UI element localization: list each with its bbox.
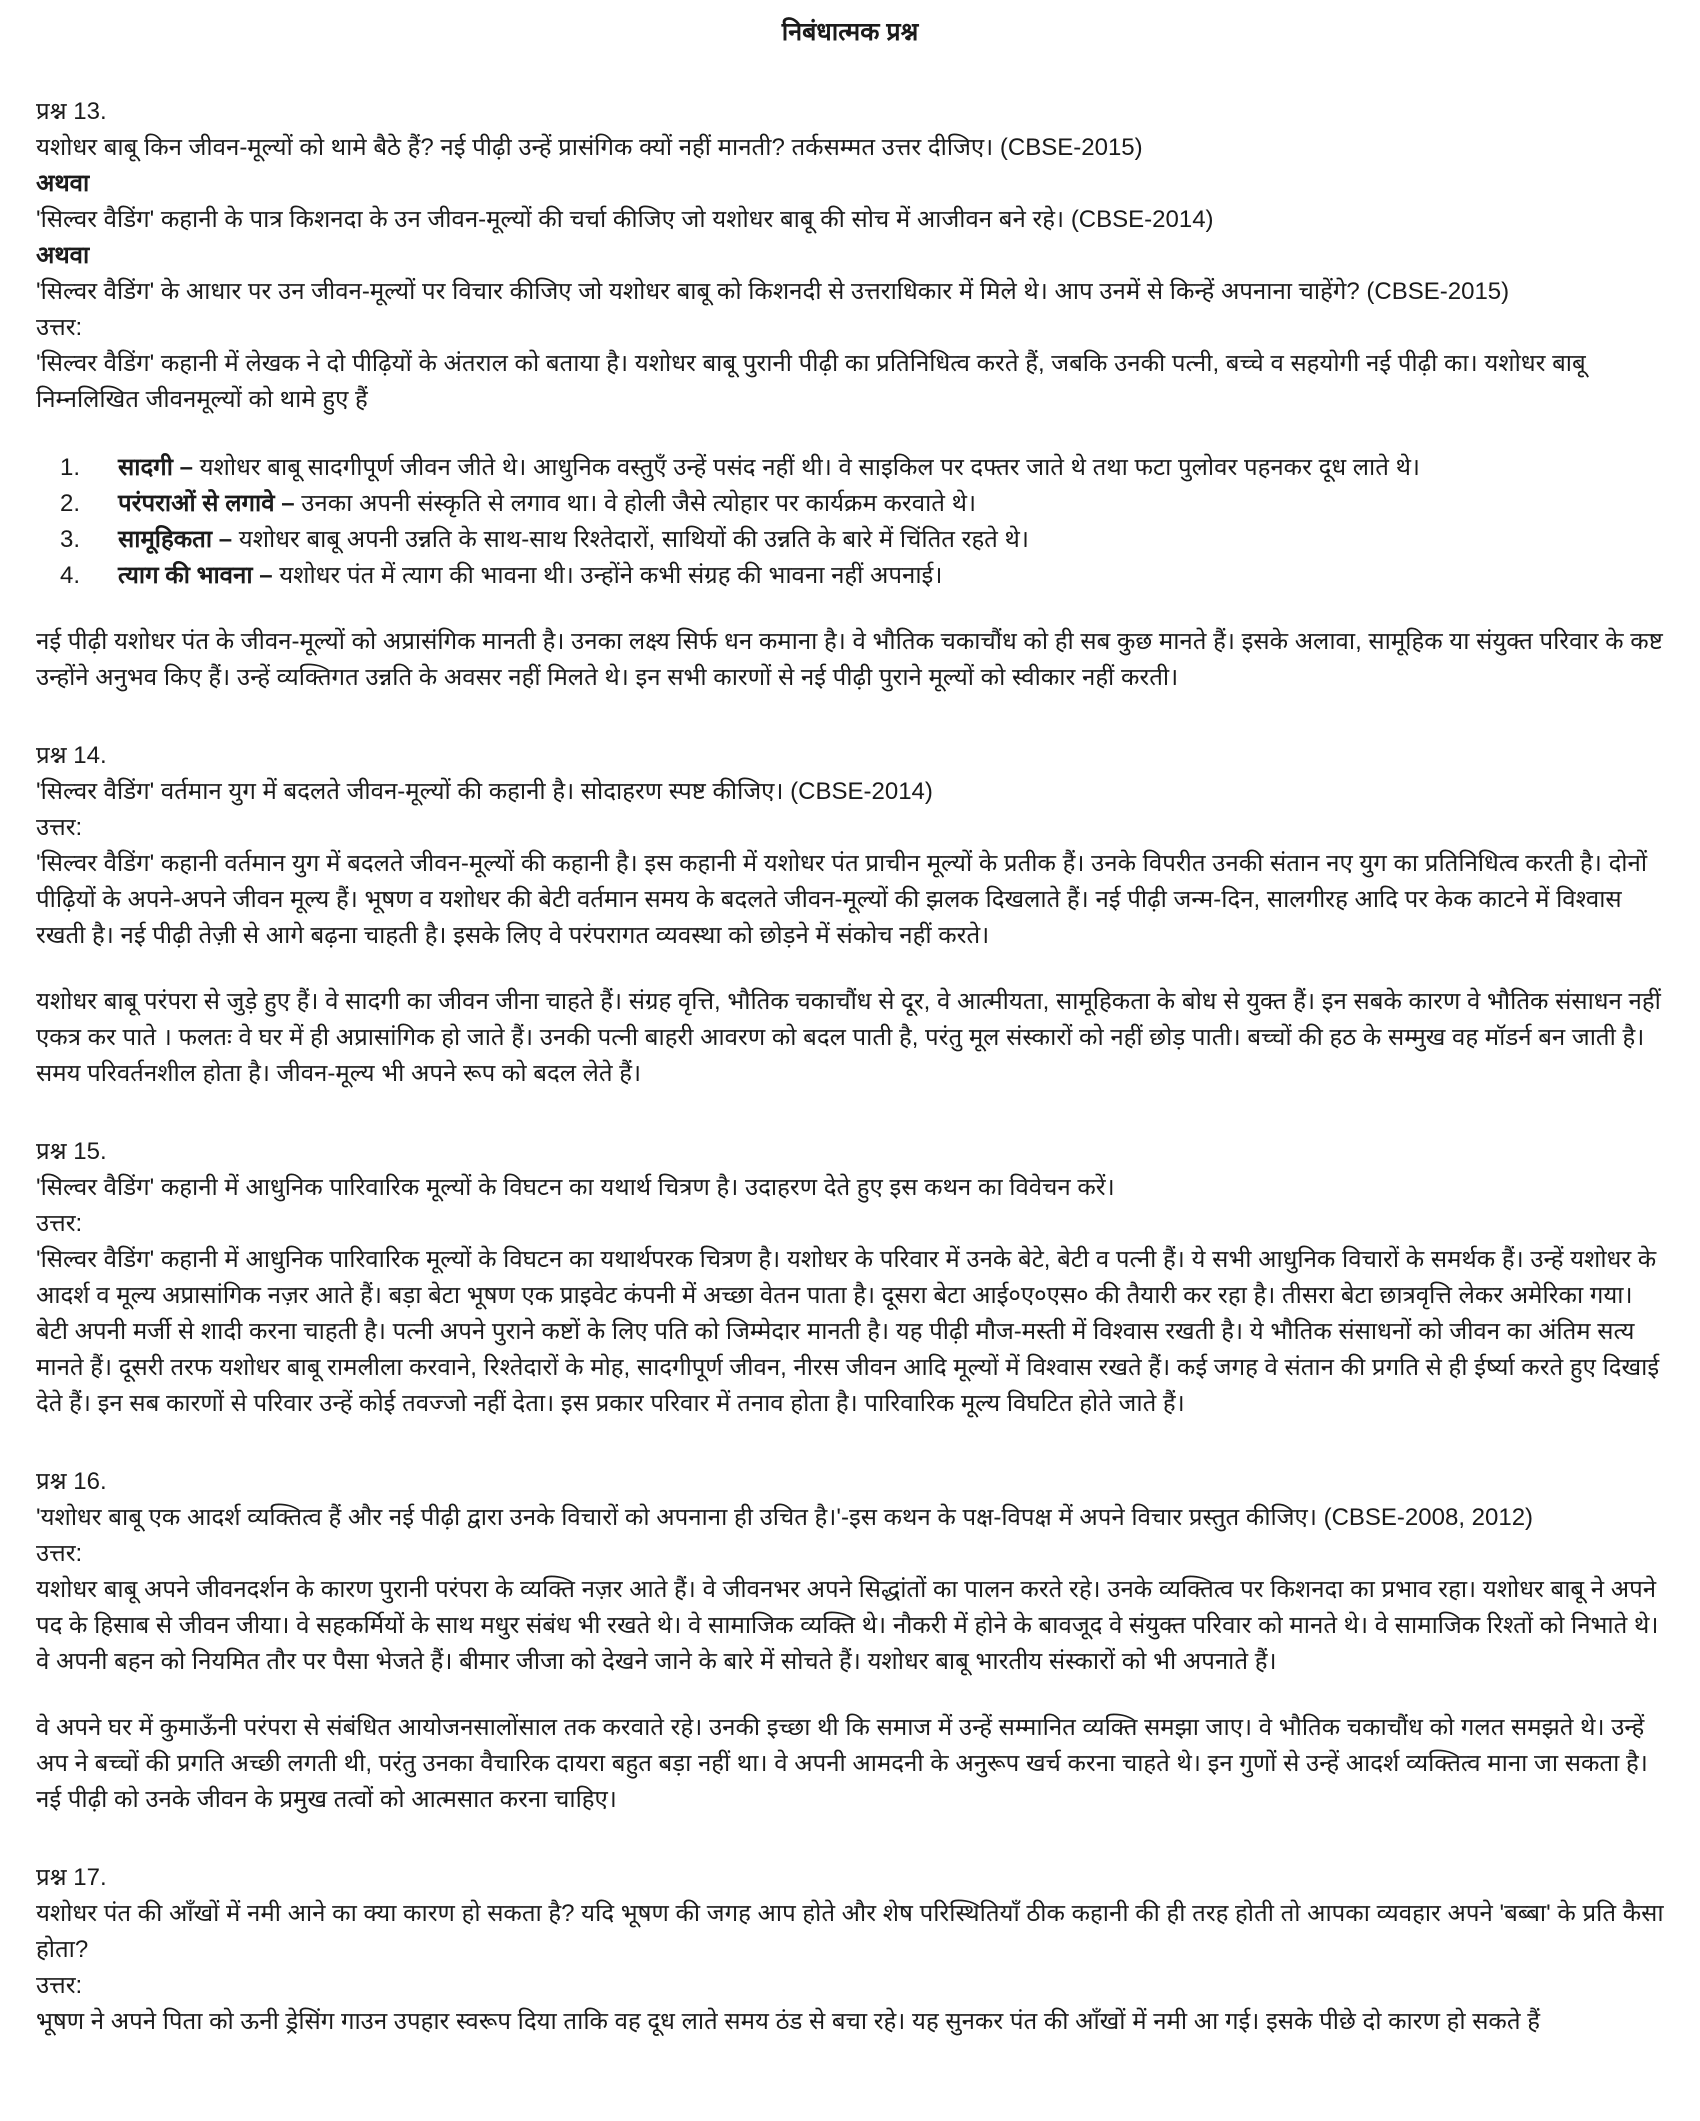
item-number: 2. — [60, 490, 81, 517]
question-text: यशोधर पंत की आँखों में नमी आने का क्या कारण हो सकता है? यदि भूषण की जगह आप होते और शेष परिस्थितियाँ ठीक कहानी की ही तरह होती तो आपका व्यवहार अपने 'बब्बा' के प्रति कैसा होता? — [36, 1900, 1664, 1963]
question-alt-text: 'सिल्वर वैडिंग' कहानी के पात्र किशनदा के उन जीवन-मूल्यों की चर्चा कीजिए जो यशोधर बाबू की सोच में आजीवन बने रहे। (CBSE-2014) — [36, 206, 1214, 233]
answer-paragraph: भूषण ने अपने पिता को ऊनी ड्रेसिंग गाउन उपहार स्वरूप दिया ताकि वह दूध लाते समय ठंड से बचा रहे। यह सुनकर पंत की आँखों में नमी आ गई। इसके पीछे दो कारण हो सकते हैं — [36, 2008, 1540, 2035]
answer-paragraph: वे अपने घर में कुमाऊँनी परंपरा से संबंधित आयोजनसालोंसाल तक करवाते रहे। उनकी इच्छा थी कि समाज में उन्हें सम्मानित व्यक्ति समझा जाए। वे भौतिक चकाचौंध को गलत समझते थे। उन्हें अप ने बच्चों की प्रगति अच्छी लगती थी, परंतु उनका वैचारिक दायरा बहुत बड़ा नहीं था। वे अपनी आमदनी के अनुरूप खर्च करना चाहते थे। इन गुणों से उन्हें आदर्श व्यक्तित्व माना जा सकता है। नई पीढ़ी को उनके जीवन के प्रमुख तत्वों को आत्मसात करना चाहिए। — [36, 1714, 1648, 1813]
answer-paragraph: यशोधर बाबू परंपरा से जुड़े हुए हैं। वे सादगी का जीवन जीना चाहते हैं। संग्रह वृत्ति, भौतिक चकाचौंध से दूर, वे आत्मीयता, सामूहिकता के बोध से युक्त हैं। इन सबके कारण वे भौतिक संसाधन नहीं एकत्र कर पाते । फलतः वे घर में ही अप्रासांगिक हो जाते हैं। उनकी पत्नी बाहरी आवरण को बदल पाती है, परंतु मूल संस्कारों को नहीं छोड़ पाती। बच्चों की हठ के सम्मुख वह मॉडर्न बन जाती है। समय परिवर्तनशील होता है। जीवन-मूल्य भी अपने रूप को बदल लेते हैं। — [36, 988, 1661, 1087]
item-term: सादगी – — [118, 454, 193, 481]
list-item — [60, 486, 1664, 522]
question-15 — [36, 1134, 1664, 1422]
question-label: प्रश्न 16. — [36, 1468, 107, 1495]
item-term: त्याग की भावना – — [118, 562, 273, 589]
item-text: उनका अपनी संस्कृति से लगाव था। वे होली जैसे त्योहार पर कार्यक्रम करवाते थे। — [301, 490, 977, 517]
or-separator: अथवा — [36, 242, 90, 269]
question-16 — [36, 1464, 1664, 1818]
page-title: निबंधात्मक प्रश्न — [781, 18, 919, 46]
list-item — [60, 558, 1664, 594]
question-text: 'सिल्वर वैडिंग' वर्तमान युग में बदलते जीवन-मूल्यों की कहानी है। सोदाहरण स्पष्ट कीजिए। (CBSE-2014) — [36, 778, 933, 805]
list-item — [60, 522, 1664, 558]
item-text: यशोधर बाबू अपनी उन्नति के साथ-साथ रिश्तेदारों, साथियों की उन्नति के बारे में चिंतित रहते थे। — [238, 526, 1029, 553]
item-text: यशोधर पंत में त्याग की भावना थी। उन्होंने कभी संग्रह की भावना नहीं अपनाई। — [279, 562, 943, 589]
answer-label: उत्तर: — [36, 1972, 83, 1999]
answer-label: उत्तर: — [36, 314, 83, 341]
item-number: 3. — [60, 526, 81, 553]
item-body — [118, 558, 942, 594]
question-alt-text: 'सिल्वर वैडिंग' के आधार पर उन जीवन-मूल्यों पर विचार कीजिए जो यशोधर बाबू को किशनदी से उत्तराधिकार में मिले थे। आप उनमें से किन्हें अपनाना चाहेंगे? (CBSE-2015) — [36, 278, 1510, 305]
answer-paragraph: 'सिल्वर वैडिंग' कहानी वर्तमान युग में बदलते जीवन-मूल्यों की कहानी है। इस कहानी में यशोधर पंत प्राचीन मूल्यों के प्रतीक हैं। उनके विपरीत उनकी संतान नए युग का प्रतिनिधित्व करती है। दोनों पीढ़ियों के अपने-अपने जीवन मूल्य हैं। भूषण व यशोधर की बेटी वर्तमान समय के बदलते जीवन-मूल्यों की झलक दिखलाते हैं। नई पीढ़ी जन्म-दिन, सालगीरह आदि पर केक काटने में विश्वास रखती है। नई पीढ़ी तेज़ी से आगे बढ़ना चाहती है। इसके लिए वे परंपरागत व्यवस्था को छोड़ने में संकोच नहीं करते। — [36, 850, 1648, 949]
question-13 — [36, 94, 1664, 696]
item-term: परंपराओं से लगावे – — [118, 490, 295, 517]
list-item — [60, 450, 1664, 486]
question-label: प्रश्न 17. — [36, 1864, 107, 1891]
answer-label: उत्तर: — [36, 814, 83, 841]
question-14 — [36, 738, 1664, 1092]
item-number: 1. — [60, 454, 81, 481]
item-body — [118, 522, 1029, 558]
answer-label: उत्तर: — [36, 1210, 83, 1237]
item-number: 4. — [60, 562, 81, 589]
question-label: प्रश्न 13. — [36, 98, 107, 125]
answer-paragraph: 'सिल्वर वैडिंग' कहानी में लेखक ने दो पीढ़ियों के अंतराल को बताया है। यशोधर बाबू पुरानी पीढ़ी का प्रतिनिधित्व करते हैं, जबकि उनकी पत्नी, बच्चे व सहयोगी नई पीढ़ी का। यशोधर बाबू निम्नलिखित जीवनमूल्यों को थामे हुए हैं — [36, 350, 1586, 413]
question-text: 'सिल्वर वैडिंग' कहानी में आधुनिक पारिवारिक मूल्यों के विघटन का यथार्थ चित्रण है। उदाहरण देते हुए इस कथन का विवेचन करें। — [36, 1174, 1115, 1201]
item-body — [118, 486, 976, 522]
question-label: प्रश्न 14. — [36, 742, 107, 769]
answer-paragraph: 'सिल्वर वैडिंग' कहानी में आधुनिक पारिवारिक मूल्यों के विघटन का यथार्थपरक चित्रण है। यशोधर के परिवार में उनके बेटे, बेटी व पत्नी हैं। ये सभी आधुनिक विचारों के समर्थक हैं। उन्हें यशोधर के आदर्श व मूल्य अप्रासांगिक नज़र आते हैं। बड़ा बेटा भूषण एक प्राइवेट कंपनी में अच्छा वेतन पाता है। दूसरा बेटा आई०ए०एस० की तैयारी कर रहा है। तीसरा बेटा छात्रवृत्ति लेकर अमेरिका गया। बेटी अपनी मर्जी से शादी करना चाहती है। पत्नी अपने पुराने कष्टों के लिए पति को जिम्मेदार मानती है। यह पीढ़ी मौज-मस्ती में विश्वास रखती है। ये भौतिक संसाधनों को जीवन का अंतिम सत्य मानते हैं। दूसरी तरफ यशोधर बाबू रामलीला करवाने, रिश्तेदारों के मोह, सादगीपूर्ण जीवन, नीरस जीवन आदि मूल्यों में विश्वास रखते हैं। कई जगह वे संतान की प्रगति से ही ईर्ष्या करते हुए दिखाई देते हैं। इन सब कारणों से परिवार उन्हें कोई तवज्जो नहीं देता। इस प्रकार परिवार में तनाव होता है। पारिवारिक मूल्य विघटित होते जाते हैं। — [36, 1246, 1660, 1417]
answer-paragraph: यशोधर बाबू अपने जीवनदर्शन के कारण पुरानी परंपरा के व्यक्ति नज़र आते हैं। वे जीवनभर अपने सिद्धांतों का पालन करते रहे। उनके व्यक्तित्व पर किशनदा का प्रभाव रहा। यशोधर बाबू ने अपने पद के हिसाब से जीवन जीया। वे सहकर्मियों के साथ मधुर संबंध भी रखते थे। वे सामाजिक व्यक्ति थे। नौकरी में होने के बावजूद वे संयुक्त परिवार को मानते थे। वे सामाजिक रिश्तों को निभाते थे। वे अपनी बहन को नियमित तौर पर पैसा भेजते हैं। बीमार जीजा को देखने जाने के बारे में सोचते हैं। यशोधर बाबू भारतीय संस्कारों को भी अपनाते हैं। — [36, 1576, 1659, 1675]
question-17 — [36, 1860, 1664, 2040]
item-text: यशोधर बाबू सादगीपूर्ण जीवन जीते थे। आधुनिक वस्तुएँ उन्हें पसंद नहीं थी। वे साइकिल पर दफ्तर जाते थे तथा फटा पुलोवर पहनकर दूध लाते थे। — [199, 454, 1421, 481]
question-text: 'यशोधर बाबू एक आदर्श व्यक्तित्व हैं और नई पीढ़ी द्वारा उनके विचारों को अपनाना ही उचित है।'-इस कथन के पक्ष-विपक्ष में अपने विचार प्रस्तुत कीजिए। (CBSE-2008, 2012) — [36, 1504, 1534, 1531]
item-term: सामूहिकता – — [118, 526, 233, 553]
values-list — [36, 450, 1664, 594]
question-label: प्रश्न 15. — [36, 1138, 107, 1165]
answer-paragraph: नई पीढ़ी यशोधर पंत के जीवन-मूल्यों को अप्रासंगिक मानती है। उनका लक्ष्य सिर्फ धन कमाना है। वे भौतिक चकाचौंध को ही सब कुछ मानते हैं। इसके अलावा, सामूहिक या संयुक्त परिवार के कष्ट उन्होंने अनुभव किए हैं। उन्हें व्यक्तिगत उन्नति के अवसर नहीं मिलते थे। इन सभी कारणों से नई पीढ़ी पुराने मूल्यों को स्वीकार नहीं करती। — [36, 628, 1663, 691]
or-separator: अथवा — [36, 170, 90, 197]
item-body — [118, 450, 1420, 486]
question-text: यशोधर बाबू किन जीवन-मूल्यों को थामे बैठे हैं? नई पीढ़ी उन्हें प्रासंगिक क्यों नहीं मानती? तर्कसम्मत उत्तर दीजिए। (CBSE-2015) — [36, 134, 1143, 161]
answer-label: उत्तर: — [36, 1540, 83, 1567]
